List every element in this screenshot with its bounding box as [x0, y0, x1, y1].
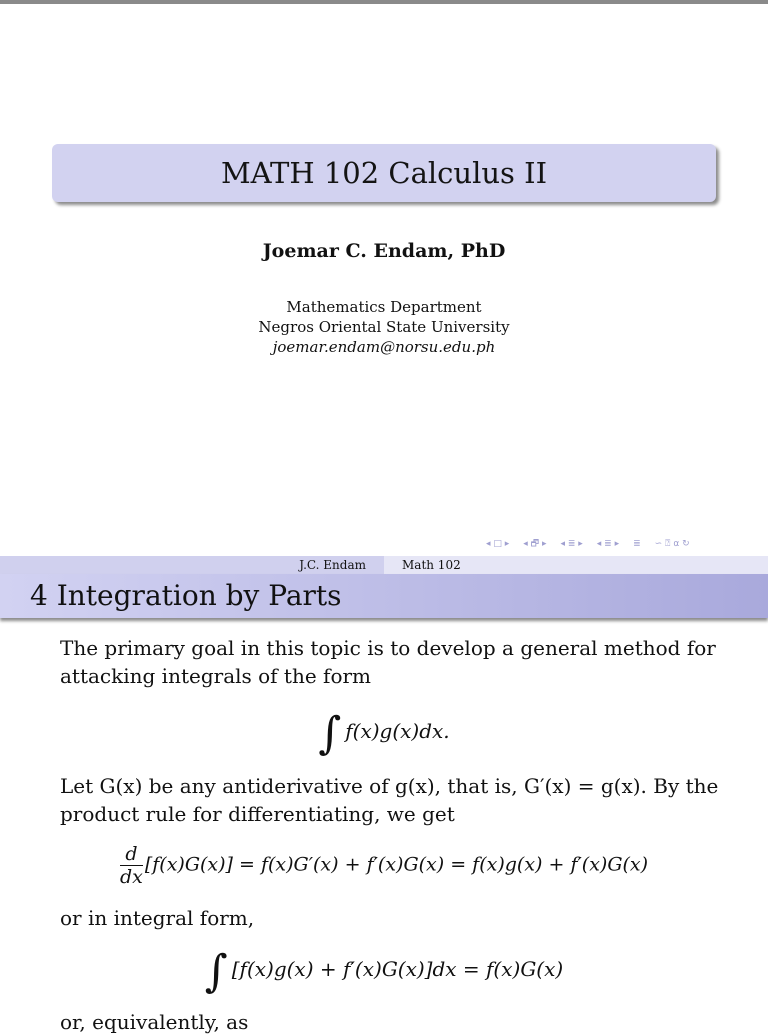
fraction-numerator: d — [120, 843, 143, 866]
university: Negros Oriental State University — [258, 318, 510, 336]
paragraph-equivalently: or, equivalently, as — [60, 1010, 249, 1034]
equation-integral-form — [0, 946, 768, 997]
department: Mathematics Department — [286, 298, 482, 316]
paragraph-antiderivative: Let G(x) be any antiderivative of g(x), that is, G′(x) = g(x). By the product rule for differentiating, we get — [60, 774, 719, 826]
slide-title-box — [52, 144, 716, 202]
paragraph-intro: The primary goal in this topic is to develop a general method for attacking integrals of the form — [60, 636, 716, 688]
nav-search-icon[interactable]: ∽ ⍰ ⍺ ↻ — [654, 539, 690, 549]
footer-author: J.C. Endam — [0, 556, 384, 574]
email: joemar.endam@norsu.edu.ph — [272, 338, 496, 356]
footer-title: Math 102 — [384, 556, 768, 574]
frame-title: 4 Integration by Parts — [0, 574, 768, 618]
nav-frame-icon[interactable]: ◂ □ ▸ — [486, 539, 510, 549]
equation-product-rule — [0, 843, 768, 888]
integral-sign-icon: ∫ — [318, 708, 342, 759]
author-name: Joemar C. Endam, PhD — [262, 240, 506, 262]
fraction-denominator: dx — [119, 866, 143, 888]
slide-footer — [0, 556, 768, 574]
nav-section-icon[interactable]: ◂ ≣ ▸ — [560, 539, 583, 549]
equation-product-rule-text: [f(x)G(x)] = f(x)G′(x) + f′(x)G(x) = f(x)g(x) + f′(x)G(x) — [144, 853, 649, 876]
beamer-nav-bar — [486, 537, 762, 551]
nav-subsection-icon[interactable]: ◂ 🗗 ▸ — [523, 539, 547, 549]
paragraph-integral-form: or in integral form, — [60, 906, 255, 930]
equation-integral-form-text: [f(x)g(x) + f′(x)G(x)]dx = f(x)G(x) — [231, 957, 564, 981]
nav-subsubsection-icon[interactable]: ◂ ≣ ▸ — [596, 539, 620, 549]
integral-sign-icon: ∫ — [204, 946, 228, 997]
equation-integral-fg-text: f(x)g(x)dx. — [345, 719, 450, 743]
institution-block — [0, 297, 768, 357]
equation-integral-fg — [0, 708, 768, 759]
derivative-fraction — [120, 843, 143, 888]
slide-title: MATH 102 Calculus II — [220, 156, 548, 190]
top-divider — [0, 0, 768, 4]
nav-toc-icon[interactable]: ≣ — [633, 539, 641, 549]
